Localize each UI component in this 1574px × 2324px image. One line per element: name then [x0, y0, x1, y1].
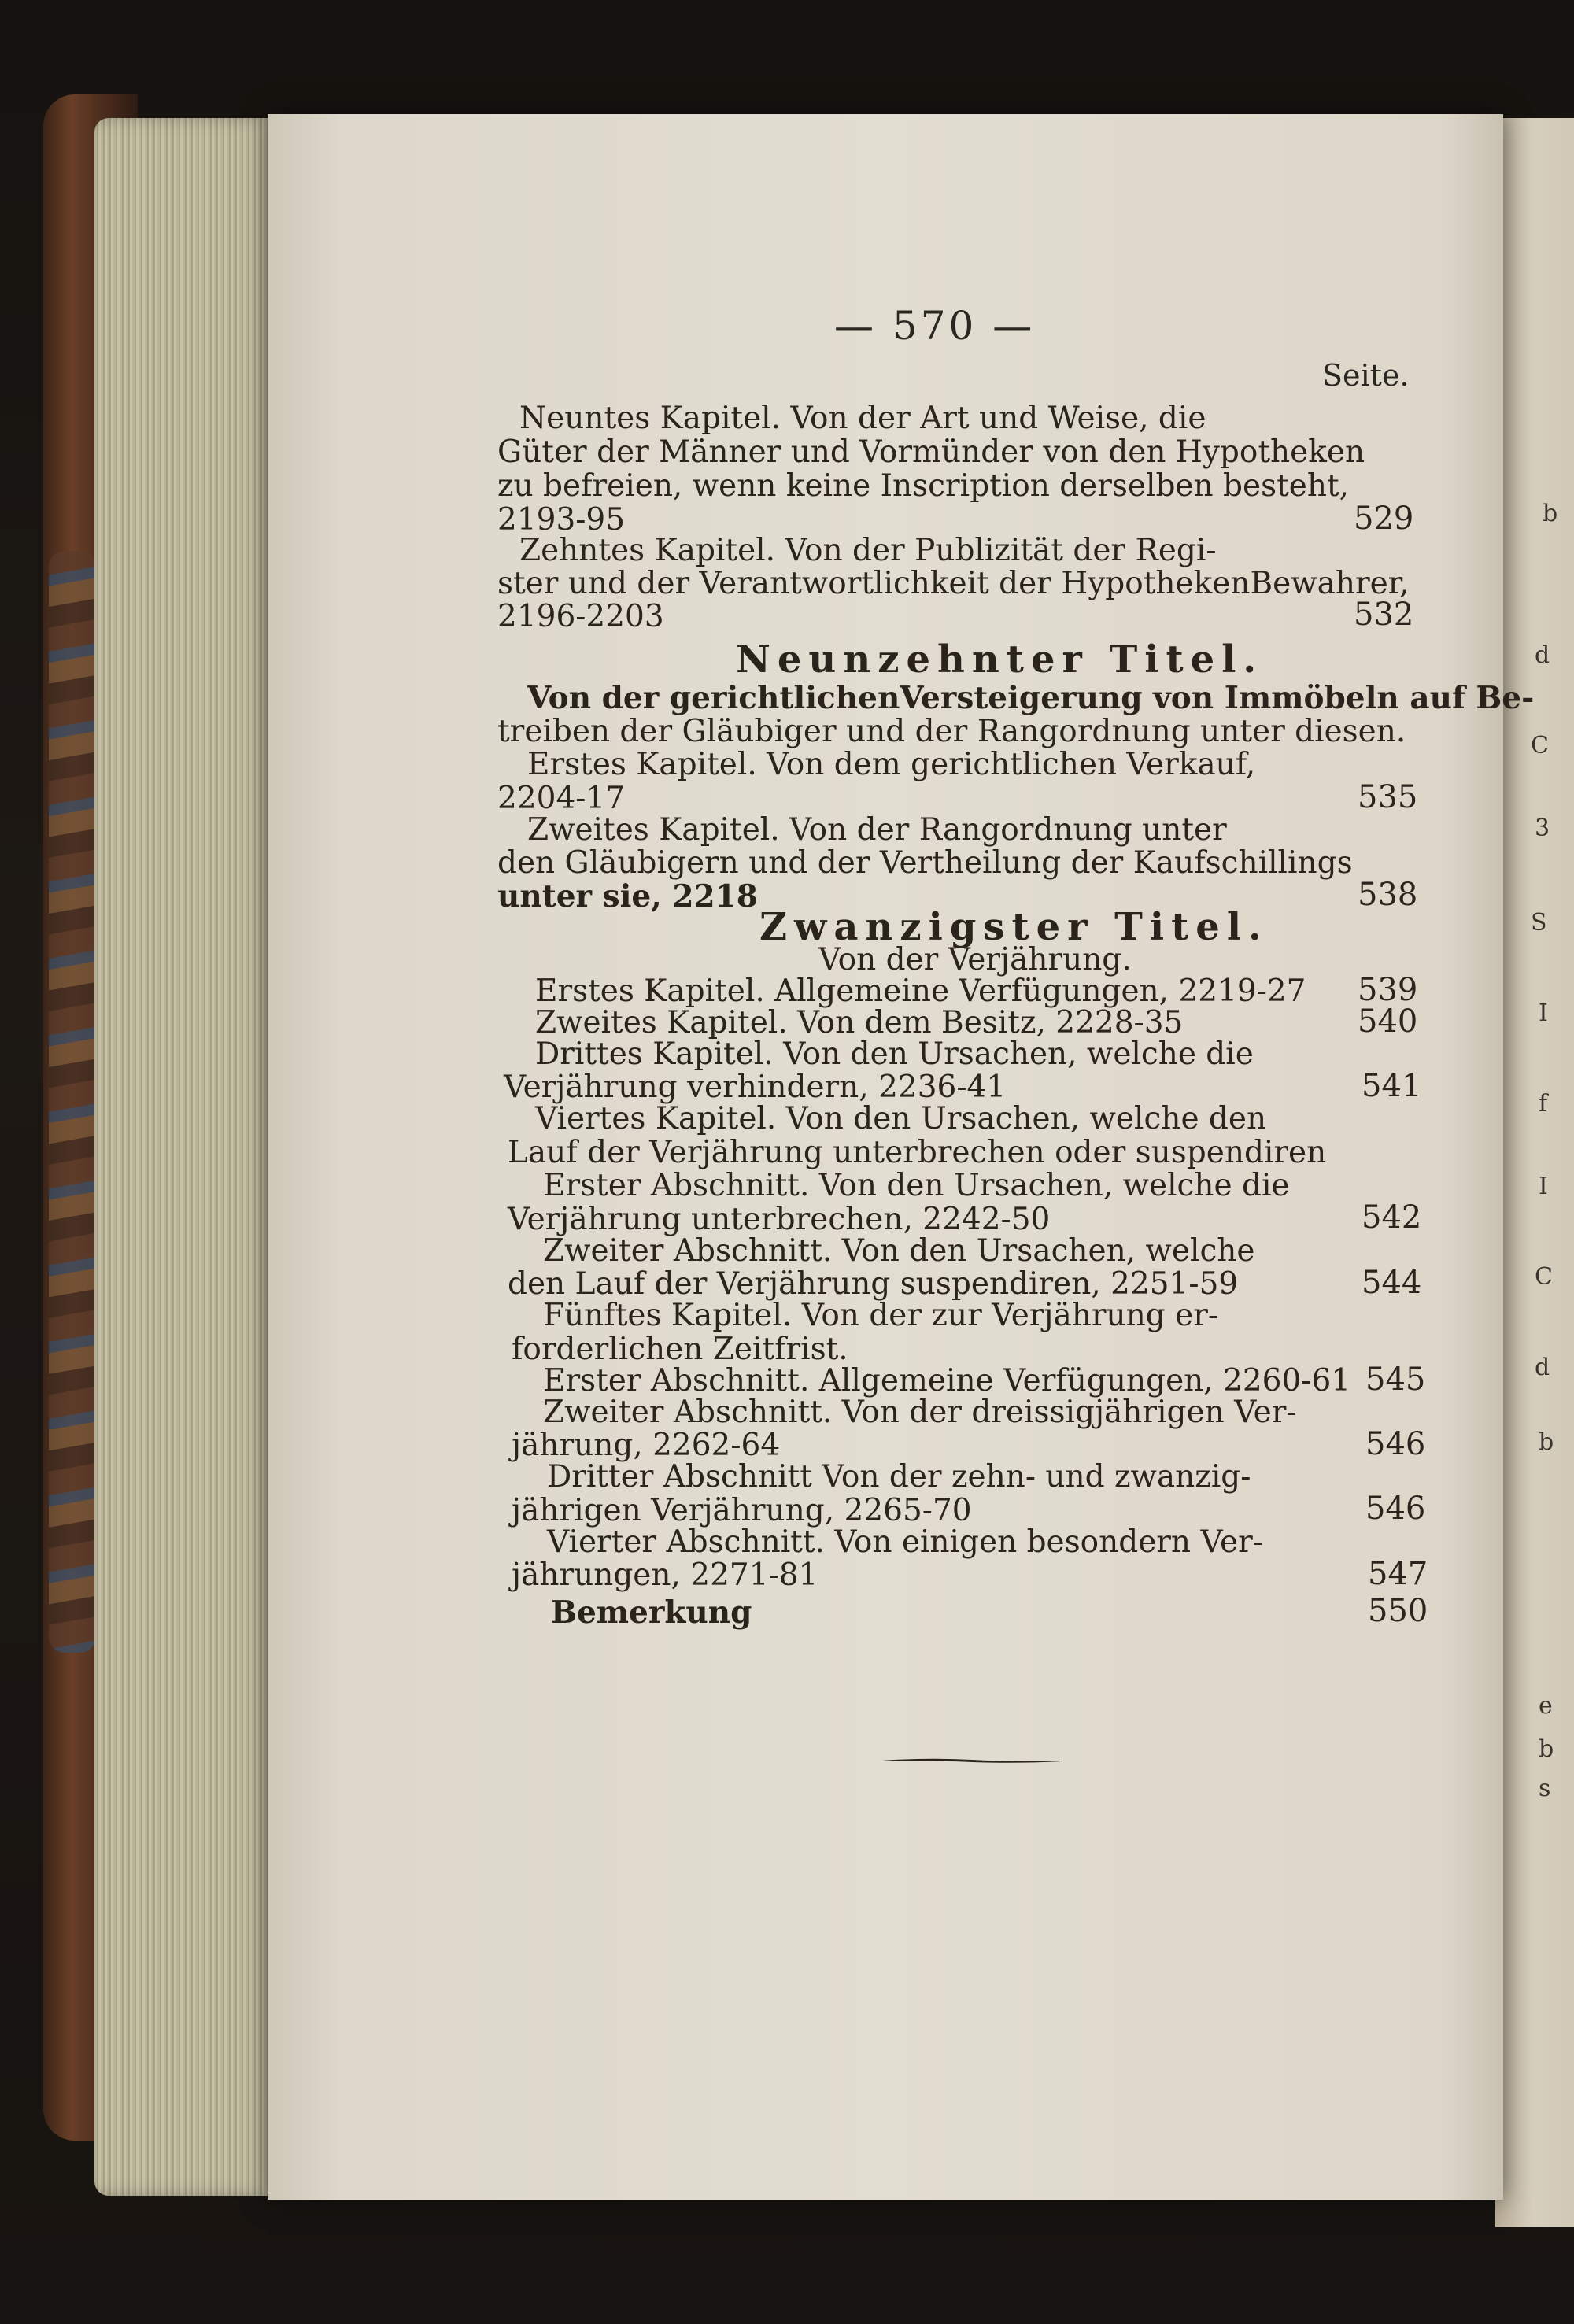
toc-line: den Gläubigern und der Vertheilung der Kaufschillings	[497, 845, 1353, 881]
toc-page-ref: 538	[1358, 877, 1418, 913]
toc-page-ref: 544	[1362, 1265, 1422, 1301]
toc-page-ref: 532	[1354, 597, 1414, 633]
column-header-seite: Seite.	[1322, 358, 1410, 393]
toc-line: Verjährung verhindern, 2236-41	[504, 1070, 1007, 1105]
toc-line: den Lauf der Verjährung suspendiren, 2251-59	[508, 1266, 1239, 1302]
facing-mark: 3	[1535, 815, 1550, 842]
toc-line: Zehntes Kapitel. Von der Publizität der Regi-	[519, 533, 1217, 568]
facing-mark: I	[1539, 999, 1548, 1027]
toc-line: jährigen Verjährung, 2265-70	[512, 1493, 972, 1528]
facing-mark: b	[1539, 1428, 1554, 1456]
facing-mark: b	[1543, 500, 1558, 527]
toc-line: Fünftes Kapitel. Von der zur Verjährung er-	[543, 1298, 1219, 1333]
toc-line: Bemerkung	[551, 1594, 752, 1631]
facing-mark: b	[1539, 1735, 1554, 1763]
toc-page-ref: 545	[1365, 1362, 1426, 1398]
toc-line: Drittes Kapitel. Von den Ursachen, welche die	[535, 1036, 1254, 1072]
toc-line: zu befreien, wenn keine Inscription derselben besteht,	[497, 468, 1350, 504]
toc-page-ref: 539	[1358, 972, 1418, 1008]
end-ornament-rule	[881, 1757, 1062, 1764]
facing-mark: S	[1531, 909, 1547, 937]
toc-page-ref: 546	[1365, 1491, 1426, 1527]
toc-page-ref: 550	[1368, 1593, 1428, 1629]
toc-line: Zweites Kapitel. Von dem Besitz, 2228-35	[535, 1005, 1184, 1040]
toc-line: 2193-95	[497, 502, 626, 538]
toc-line: 2196-2203	[497, 599, 664, 634]
facing-mark: e	[1539, 1692, 1553, 1720]
facing-page	[1495, 118, 1574, 2227]
facing-mark: C	[1535, 1263, 1553, 1291]
title-heading: Neunzehnter Titel.	[736, 637, 1264, 682]
toc-line: Erstes Kapitel. Allgemeine Verfügungen, 2219-27	[535, 974, 1306, 1009]
toc-line: unter sie, 2218	[497, 878, 758, 914]
toc-line: 2204-17	[497, 781, 626, 816]
facing-mark: I	[1539, 1173, 1548, 1200]
marbled-cover	[49, 551, 96, 1653]
toc-line: Erster Abschnitt. Von den Ursachen, welche die	[543, 1168, 1290, 1203]
facing-mark: d	[1535, 641, 1550, 669]
facing-mark: s	[1539, 1775, 1551, 1802]
toc-line: Zweiter Abschnitt. Von den Ursachen, welche	[543, 1233, 1255, 1269]
toc-line: treiben der Gläubiger und der Rangordnung unter diesen.	[497, 714, 1406, 749]
toc-line: Neuntes Kapitel. Von der Art und Weise, die	[519, 401, 1206, 436]
toc-line: jährung, 2262-64	[512, 1428, 781, 1463]
toc-line: Viertes Kapitel. Von den Ursachen, welche den	[535, 1101, 1267, 1136]
toc-line: jährungen, 2271-81	[512, 1557, 818, 1593]
toc-page-ref: 542	[1362, 1199, 1422, 1236]
page-number: — 570 —	[834, 303, 1036, 349]
toc-line: Güter der Männer und Vormünder von den Hypotheken	[497, 434, 1365, 470]
toc-line: Erstes Kapitel. Von dem gerichtlichen Verkauf,	[527, 747, 1256, 782]
toc-line: Zweites Kapitel. Von der Rangordnung unter	[527, 812, 1227, 848]
facing-mark: d	[1535, 1354, 1550, 1381]
toc-line: Lauf der Verjährung unterbrechen oder suspendiren	[508, 1135, 1327, 1170]
toc-subtitle: Von der Verjährung.	[818, 942, 1132, 977]
toc-page-ref: 541	[1362, 1068, 1422, 1104]
toc-page-ref: 535	[1358, 779, 1418, 815]
page-block-edges	[94, 118, 279, 2196]
facing-mark: C	[1531, 732, 1549, 759]
toc-line: Von der gerichtlichenVersteigerung von Immöbeln auf Be-	[527, 680, 1535, 716]
toc-line: forderlichen Zeitfrist.	[512, 1332, 848, 1367]
toc-line: ster und der Verantwortlichkeit der HypothekenBewahrer,	[497, 566, 1410, 601]
toc-page-ref: 547	[1368, 1556, 1428, 1592]
toc-line: Zweiter Abschnitt. Von der dreissigjährigen Ver-	[543, 1395, 1297, 1430]
toc-page-ref: 546	[1365, 1426, 1426, 1462]
toc-line: Erster Abschnitt. Allgemeine Verfügungen, 2260-61	[543, 1363, 1351, 1398]
facing-mark: f	[1539, 1090, 1548, 1118]
toc-line: Verjährung unterbrechen, 2242-50	[508, 1202, 1051, 1237]
toc-line: Dritter Abschnitt Von der zehn- und zwanzig-	[547, 1459, 1251, 1495]
toc-line: Vierter Abschnitt. Von einigen besondern Ver-	[547, 1524, 1263, 1560]
toc-page-ref: 529	[1354, 501, 1414, 537]
toc-page-ref: 540	[1358, 1003, 1418, 1040]
title-heading: Zwanzigster Titel.	[759, 905, 1269, 949]
